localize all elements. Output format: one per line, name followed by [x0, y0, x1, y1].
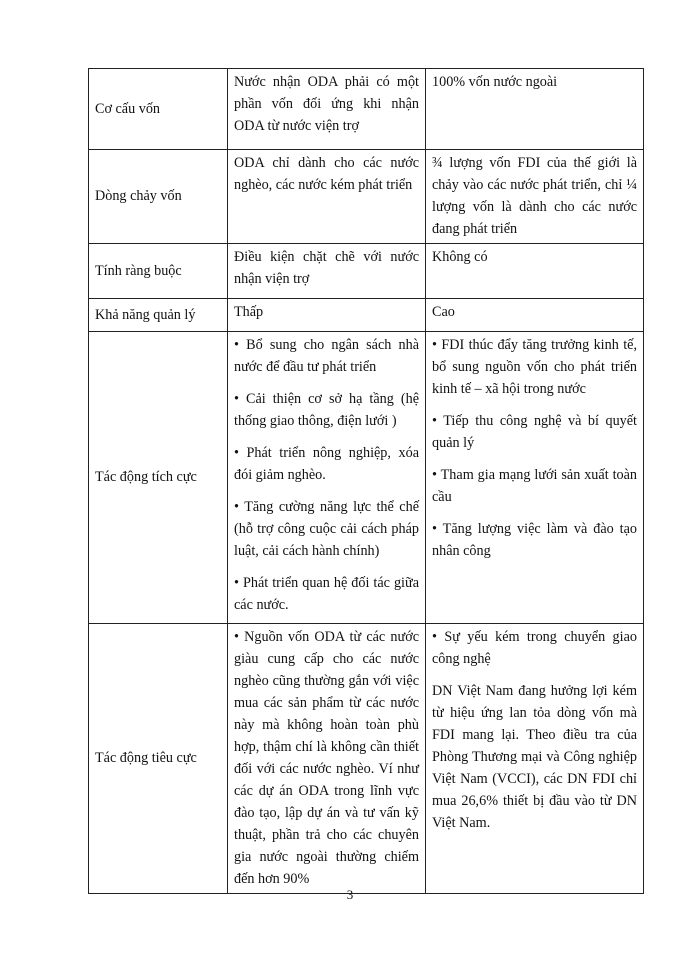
fdi-cell — [426, 299, 644, 332]
fdi-cell — [426, 150, 644, 244]
cell-paragraph: ¾ lượng vốn FDI của thế giới là chảy vào các nước phát triển, chỉ ¼ lượng vốn là dành cho các nước đang phát triển — [432, 155, 637, 237]
bullet-item: • Tăng lượng việc làm và đào tạo nhân công — [432, 521, 637, 559]
table-row — [89, 244, 644, 299]
criterion-label: Tính ràng buộc — [95, 262, 182, 279]
bullet-item: • Tăng cường năng lực thể chế (hỗ trợ công cuộc cải cách pháp luật, cải cách hành chính) — [234, 499, 419, 559]
criterion-label: Dòng chảy vốn — [95, 188, 182, 204]
table-row — [89, 624, 644, 894]
table-row — [89, 332, 644, 624]
table-row — [89, 69, 644, 150]
cell-paragraph: Không có — [432, 249, 488, 265]
bullet-item: • Bổ sung cho ngân sách nhà nước để đầu tư phát triển — [234, 337, 419, 375]
table-row — [89, 299, 644, 332]
cell-paragraph: Thấp — [234, 304, 264, 320]
oda-cell — [228, 244, 426, 299]
table-row — [89, 150, 644, 244]
page-number: 3 — [346, 887, 354, 902]
criterion-cell — [89, 299, 228, 332]
bullet-item: • FDI thúc đẩy tăng trưởng kinh tế, bổ sung nguồn vốn cho phát triển kinh tế – xã hội trong nước — [432, 337, 637, 397]
fdi-cell — [426, 244, 644, 299]
criterion-cell — [89, 150, 228, 244]
fdi-cell — [426, 69, 644, 150]
bullet-item: • Nguồn vốn ODA từ các nước giàu cung cấp cho các nước nghèo cũng thường gắn với việc mua các sản phẩm từ các nước này mà không hoàn toàn phù hợp, thậm chí là không cần thiết đối với các nước nghèo. Ví như các dự án ODA trong lĩnh vực đào tạo, lập dự án và tư vấn kỹ thuật, phần trả cho các chuyên gia nước ngoài thường chiếm đến hơn 90% — [234, 629, 419, 887]
cell-paragraph: Cao — [432, 304, 455, 320]
comparison-table — [88, 68, 644, 894]
cell-paragraph: Điều kiện chặt chẽ với nước nhận viện trợ — [234, 249, 419, 287]
criterion-label: Tác động tiêu cực — [95, 750, 197, 766]
criterion-cell — [89, 69, 228, 150]
bullet-item: • Phát triển nông nghiệp, xóa đói giảm nghèo. — [234, 445, 419, 483]
bullet-item: • Phát triển quan hệ đối tác giữa các nước. — [234, 575, 419, 613]
fdi-cell — [426, 332, 644, 624]
criterion-label: Khả năng quản lý — [95, 306, 196, 323]
cell-paragraph: DN Việt Nam đang hưởng lợi kém từ hiệu ứng lan tỏa dòng vốn mà FDI mang lại. Theo điều tra của Phòng Thương mại và Công nghiệp Việt Nam (VCCI), các DN FDI chỉ mua 26,6% thiết bị đầu vào từ DN Việt Nam. — [432, 683, 637, 831]
cell-paragraph: ODA chỉ dành cho các nước nghèo, các nước kém phát triển — [234, 155, 419, 193]
oda-cell — [228, 332, 426, 624]
fdi-cell — [426, 624, 644, 894]
bullet-item: • Cải thiện cơ sở hạ tầng (hệ thống giao thông, điện lưới ) — [234, 391, 419, 429]
cell-paragraph: Nước nhận ODA phải có một phần vốn đối ứng khi nhận ODA từ nước viện trợ — [234, 74, 419, 134]
criterion-label: Cơ cấu vốn — [95, 100, 161, 117]
bullet-item: • Tiếp thu công nghệ và bí quyết quản lý — [432, 413, 637, 451]
oda-cell — [228, 624, 426, 894]
criterion-cell — [89, 624, 228, 894]
bullet-item: • Sự yếu kém trong chuyển giao công nghệ — [432, 629, 637, 667]
criterion-label: Tác động tích cực — [95, 469, 197, 485]
oda-cell — [228, 299, 426, 332]
oda-cell — [228, 150, 426, 244]
criterion-cell — [89, 244, 228, 299]
bullet-item: • Tham gia mạng lưới sản xuất toàn cầu — [432, 467, 637, 505]
criterion-cell — [89, 332, 228, 624]
oda-cell — [228, 69, 426, 150]
cell-paragraph: 100% vốn nước ngoài — [432, 74, 558, 90]
